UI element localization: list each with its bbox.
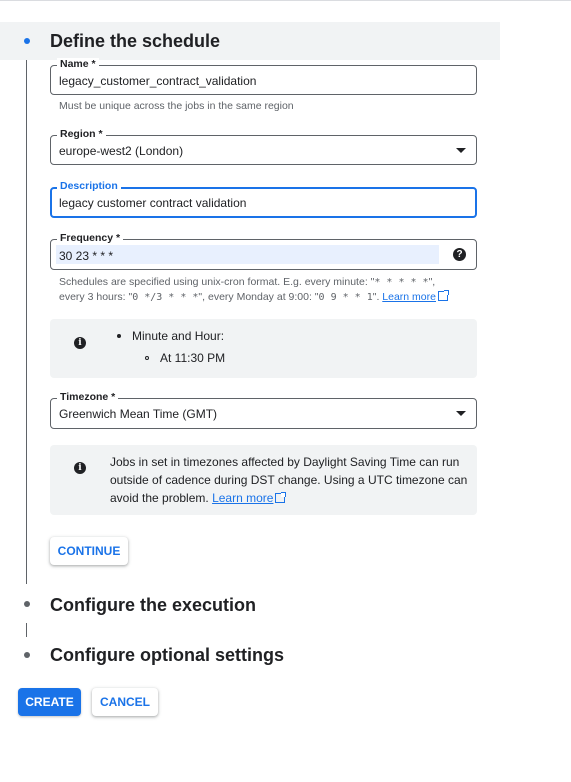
cron-learn-more-link[interactable]: Learn more [382, 291, 436, 303]
region-label: Region * [57, 128, 106, 141]
step-inactive-dot-icon [24, 652, 30, 658]
step-optional-title[interactable]: Configure optional settings [50, 645, 284, 665]
schedule-summary-box [50, 319, 477, 378]
step-define-title: Define the schedule [50, 31, 221, 51]
description-input[interactable]: legacy customer contract validation [59, 196, 247, 210]
name-field[interactable] [50, 58, 477, 95]
info-icon: i [74, 337, 86, 349]
name-input[interactable]: legacy_customer_contract_validation [59, 74, 257, 88]
frequency-selection-highlight [56, 245, 439, 264]
timezone-select[interactable] [50, 391, 477, 429]
dst-note-box [50, 445, 477, 515]
cron-hint-line1: Schedules are specified using unix-cron format. E.g. every minute: "* * * * *", [59, 276, 436, 288]
timezone-value: Greenwich Mean Time (GMT) [59, 407, 218, 421]
step-define-connector [26, 60, 27, 584]
dst-learn-more-link[interactable]: Learn more [212, 491, 274, 505]
region-dropdown-arrow-icon[interactable] [456, 148, 466, 153]
cancel-button[interactable]: CANCEL [92, 688, 158, 716]
timezone-dropdown-arrow-icon[interactable] [456, 411, 466, 416]
sub-bullet-icon [145, 356, 149, 360]
region-value: europe-west2 (London) [59, 144, 184, 158]
description-label: Description [57, 180, 121, 193]
frequency-field[interactable] [50, 232, 477, 270]
help-icon[interactable]: ? [453, 248, 466, 261]
frequency-input[interactable]: 30 23 * * * [59, 249, 114, 263]
name-label: Name * [57, 58, 99, 71]
dst-note-text: Jobs in set in timezones affected by Daylight Saving Time can run outside of cadence during DST change. Using a UTC timezone can avoid the problem. Learn more [110, 455, 468, 505]
external-link-icon [275, 493, 285, 503]
summary-subitem: At 11:30 PM [160, 351, 226, 365]
step-define-header[interactable] [0, 22, 500, 60]
step-active-dot-icon [24, 38, 30, 44]
create-button[interactable]: CREATE [18, 688, 81, 716]
cron-hint-line2: every 3 hours: "0 */3 * * *", every Monday at 9:00: "0 9 * * 1". Learn more [59, 290, 448, 305]
name-hint: Must be unique across the jobs in the same region [59, 100, 294, 112]
external-link-icon [438, 291, 448, 301]
step-execution-title[interactable]: Configure the execution [50, 595, 257, 615]
description-field[interactable] [50, 180, 477, 218]
step-execution-connector [26, 623, 27, 637]
bullet-icon [117, 334, 121, 338]
info-icon: i [74, 462, 86, 474]
continue-button[interactable]: CONTINUE [50, 537, 128, 565]
top-divider [0, 0, 571, 1]
region-select[interactable] [50, 128, 477, 165]
summary-item: Minute and Hour: [132, 329, 225, 343]
step-inactive-dot-icon [24, 601, 30, 607]
frequency-label: Frequency * [57, 232, 123, 245]
timezone-label: Timezone * [57, 391, 118, 404]
